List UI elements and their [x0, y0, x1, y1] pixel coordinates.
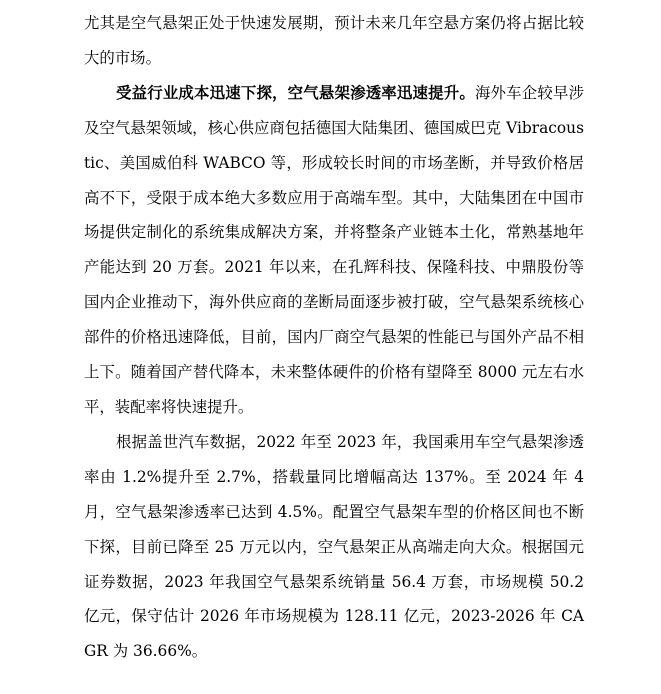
paragraph-text: 尤其是空气悬架正处于快速发展期，预计未来几年空悬方案仍将占据比较大的市场。 — [84, 14, 584, 67]
paragraph-text: 海外车企较早涉及空气悬架领域，核心供应商包括德国大陆集团、德国威巴克 Vibracoustic、美国威伯科 WABCO 等，形成较长时间的市场垄断，并导致价格居高不下，受限于成本绝大多数应用于高端车型。其中，大陆集团在中国市场提供定制化的系统集成解决方案，并将整条产业链本土化，常熟基地年产能达到 20 万套。2021 年以来，在孔辉科技、保隆科技、中鼎股份等国内企业推动下，海外供应商的垄断局面逐步被打破，空气悬架系统核心部件的价格迅速降低，目前，国内厂商空气悬架的性能已与国外产品不相上下。随着国产替代降本，未来整体硬件的价格有望降至 8000 元左右水平，装配率将快速提升。 — [84, 83, 584, 416]
paragraph-lead-sentence: 受益行业成本迅速下探，空气悬架渗透率迅速提升。 — [116, 83, 475, 102]
paragraph-text: 根据盖世汽车数据，2022 年至 2023 年，我国乘用车空气悬架渗透率由 1.2%提升至 2.7%，搭载量同比增幅高达 137%。至 2024 年 4 月，空气悬架渗透率已达到 4.5%。配置空气悬架车型的价格区间也不断下探，目前已降至 25 万元以内，空气悬架正从高端走向大众。根据国元证券数据，2023 年我国空气悬架系统销量 56.4 万套，市场规模 50.2 亿元，保守估计 2026 年市场规模为 128.11 亿元，2023-2026 年 CAGR 为 36.66%。 — [84, 432, 584, 661]
document-body — [84, 6, 584, 669]
paragraph-penetration-data — [84, 425, 584, 669]
paragraph-cost-decline — [84, 76, 584, 425]
paragraph-continuation — [84, 6, 584, 76]
